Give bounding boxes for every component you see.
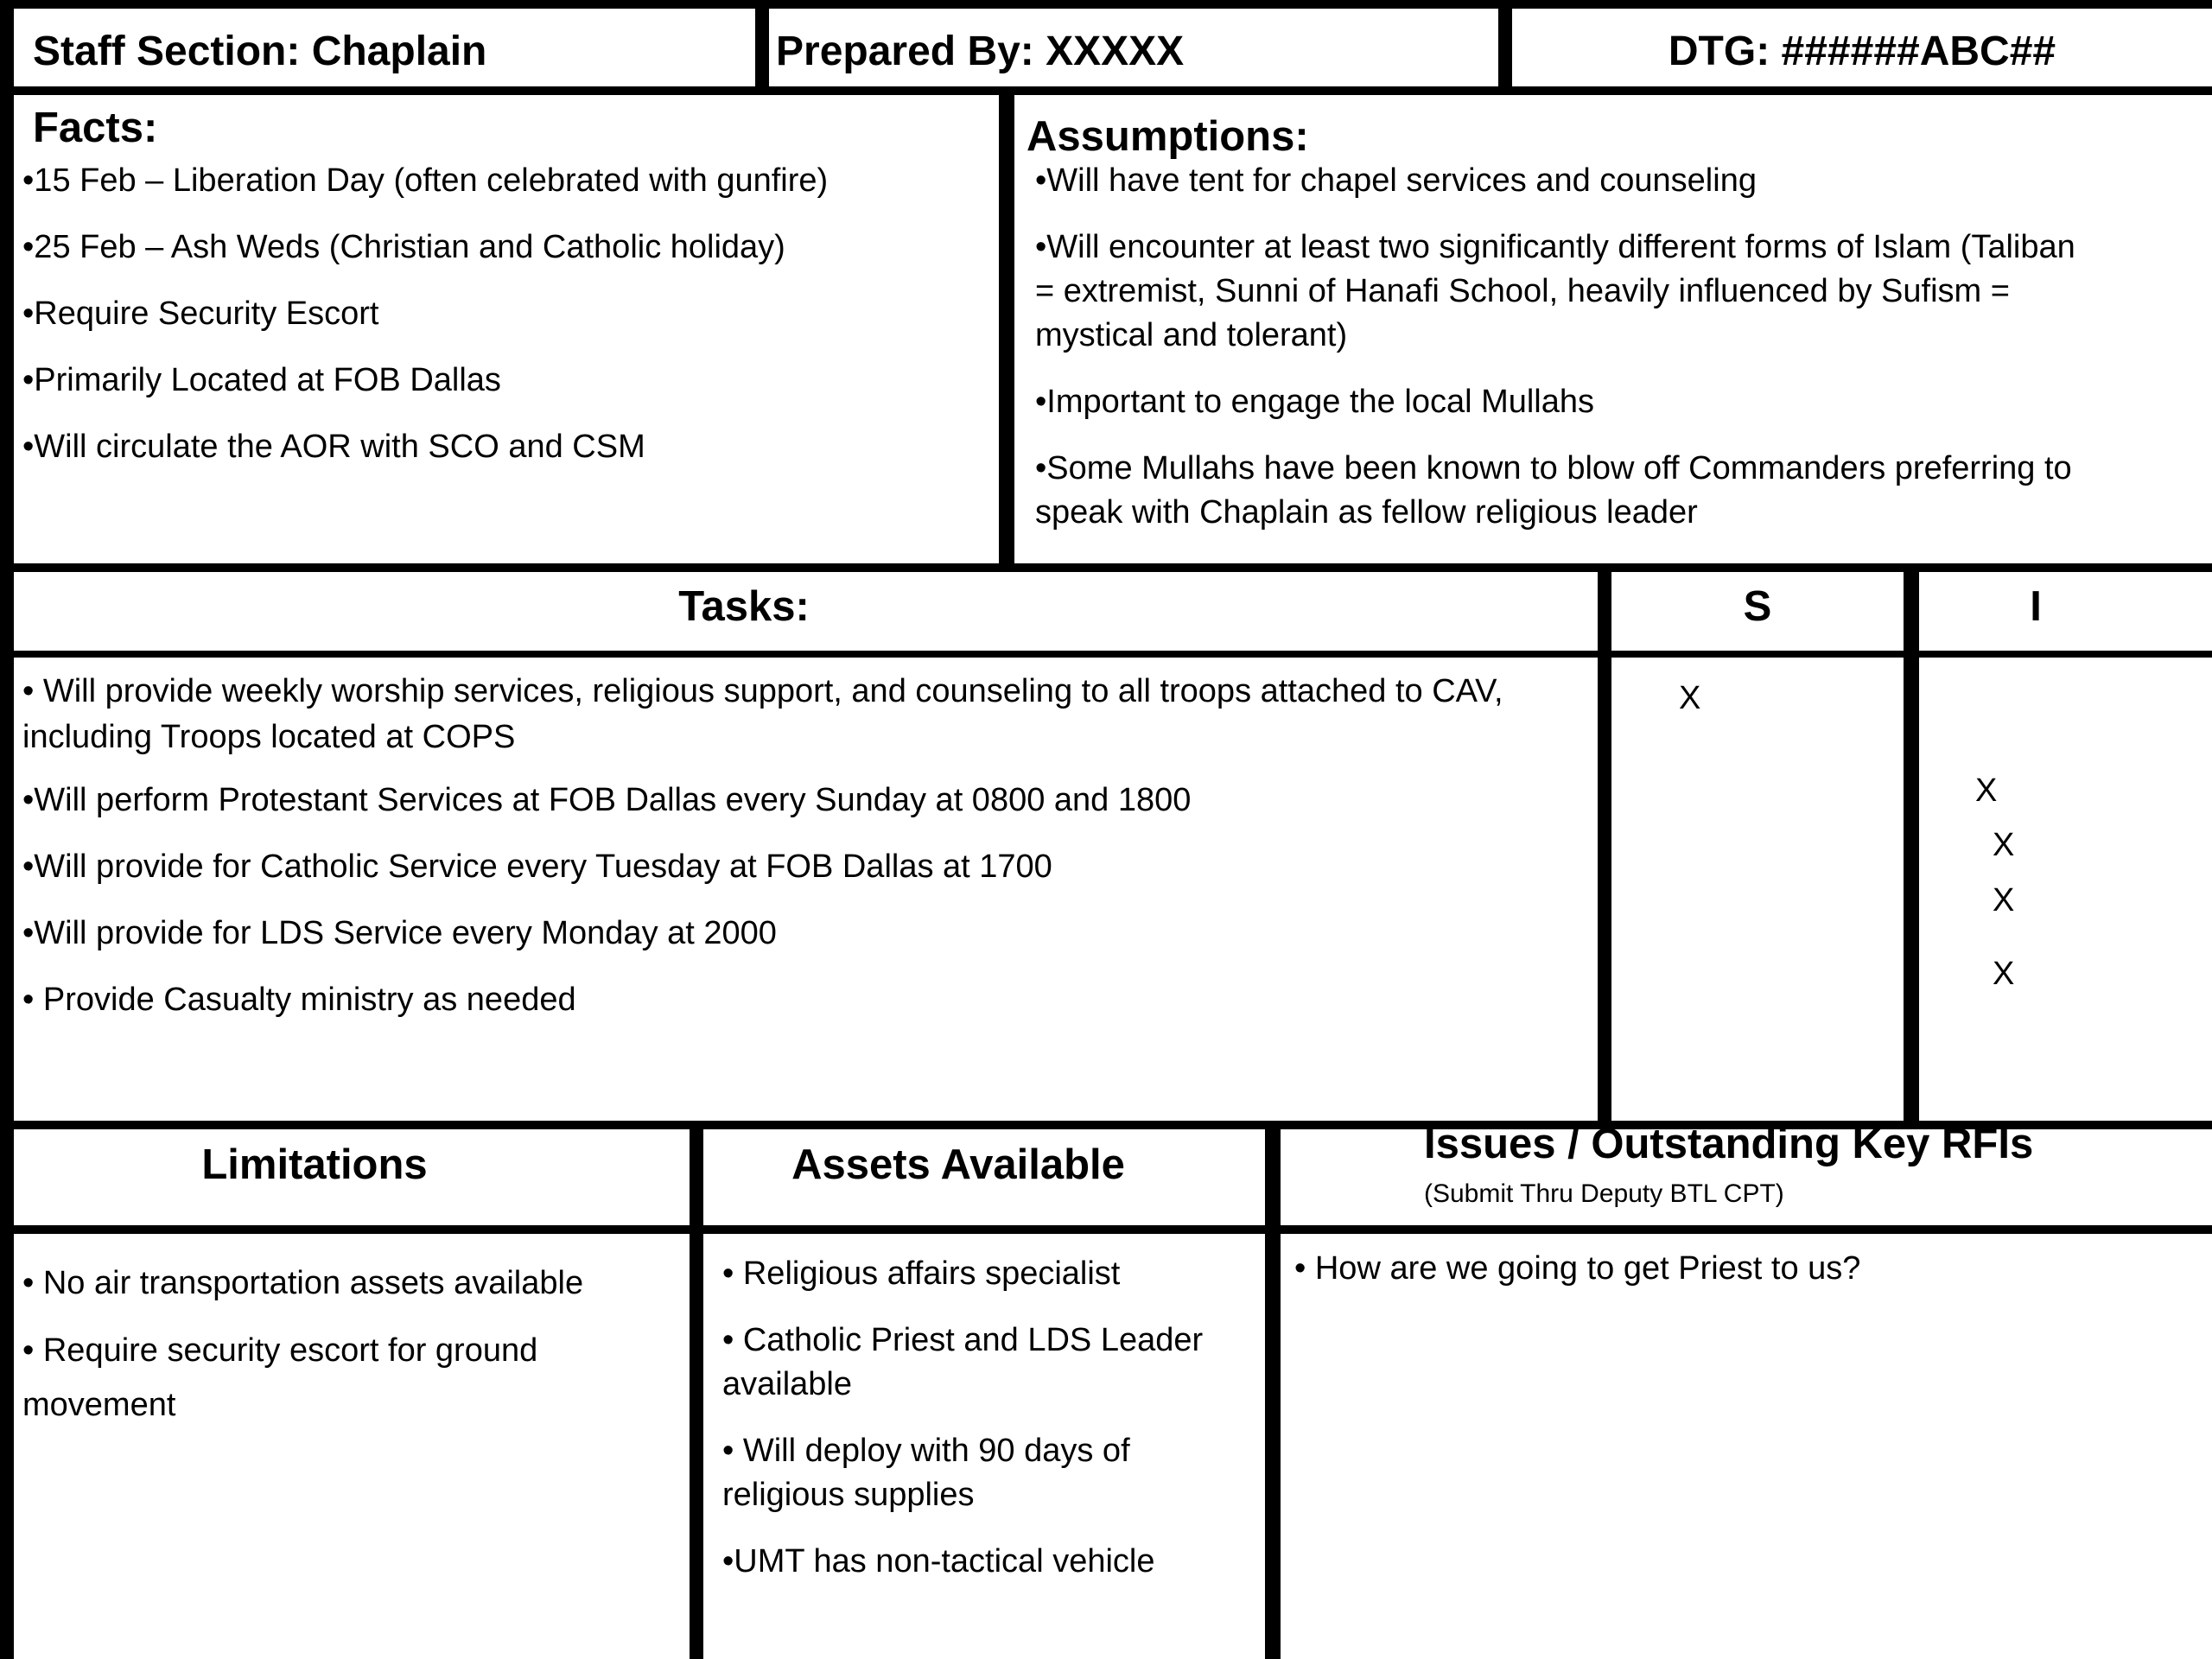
s-i-divider (1904, 568, 1919, 1125)
tasks-item (22, 845, 1503, 889)
tasks-item (22, 667, 1503, 760)
header-bottom-rule (0, 86, 2212, 95)
top-border (0, 0, 2212, 9)
assumptions-line: = extremist, Sunni of Hanafi School, heavily influenced by Sufism = (1035, 273, 2010, 309)
tasks-column-i: I (2030, 583, 2042, 630)
assets-line: religious supplies (722, 1477, 975, 1513)
assumptions-title: Assumptions: (1027, 113, 1309, 160)
i-mark: X (1975, 772, 1998, 809)
left-border (0, 0, 14, 1659)
facts-bottom-rule (0, 563, 2212, 572)
facts-title: Facts: (33, 105, 158, 151)
assets-item (722, 1540, 1203, 1584)
i-mark: X (1993, 956, 2015, 992)
assets-list (722, 1252, 1203, 1606)
tasks-item (22, 912, 1503, 956)
tasks-column-s: S (1743, 583, 1772, 630)
tasks-line: • Provide Casualty ministry as needed (22, 982, 576, 1018)
tasks-line: •Will perform Protestant Services at FOB Dallas every Sunday at 0800 and 1800 (22, 782, 1192, 818)
limitations-line: • No air transportation assets available (22, 1265, 584, 1301)
assets-item (722, 1429, 1203, 1517)
facts-item: •Require Security Escort (22, 296, 379, 332)
facts-item: •15 Feb – Liberation Day (often celebrated with gunfire) (22, 162, 829, 199)
limitations-list (22, 1262, 583, 1452)
assets-title: Assets Available (791, 1141, 1125, 1188)
assets-line: •UMT has non-tactical vehicle (722, 1543, 1155, 1580)
limitations-line: • Require security escort for ground (22, 1332, 538, 1369)
assets-line: • Catholic Priest and LDS Leader (722, 1322, 1204, 1358)
tasks-item (22, 779, 1503, 823)
assumptions-item (1035, 380, 2075, 424)
facts-item: •Primarily Located at FOB Dallas (22, 362, 501, 398)
assumptions-line: mystical and tolerant) (1035, 317, 1348, 353)
tasks-item (22, 978, 1503, 1022)
tasks-header-rule (0, 651, 2212, 658)
header-divider-1 (755, 0, 769, 91)
limitations-item (22, 1321, 583, 1430)
assets-line: • Religious affairs specialist (722, 1255, 1121, 1292)
dtg-label: DTG: ######ABC## (1668, 29, 2056, 74)
i-mark: X (1993, 882, 2015, 918)
assets-issues-divider (1265, 1125, 1281, 1659)
assumptions-item (1035, 226, 2075, 358)
facts-assumptions-divider (999, 91, 1014, 568)
assumptions-line: •Will have tent for chapel services and counseling (1035, 162, 1757, 199)
tasks-list (22, 667, 1503, 1045)
issues-subtitle: (Submit Thru Deputy BTL CPT) (1424, 1179, 1784, 1208)
assets-line: available (722, 1366, 852, 1402)
assumptions-line: speak with Chaplain as fellow religious leader (1035, 494, 1698, 531)
tasks-s-divider (1598, 568, 1611, 1125)
limitations-line: movement (22, 1387, 176, 1423)
issues-title: Issues / Outstanding Key RFIs (1424, 1121, 2034, 1167)
assumptions-line: •Some Mullahs have been known to blow off Commanders preferring to (1035, 450, 2072, 486)
issues-list (1294, 1247, 1860, 1313)
issues-line: • How are we going to get Priest to us? (1294, 1250, 1861, 1287)
prepared-by-label: Prepared By: XXXXX (776, 29, 1185, 74)
staff-section-label: Staff Section: Chaplain (33, 29, 487, 74)
assumptions-list (1035, 159, 2075, 557)
limitations-item (22, 1262, 583, 1306)
tasks-line: including Troops located at COPS (22, 719, 516, 755)
assets-item (722, 1252, 1203, 1296)
issues-item (1294, 1247, 1860, 1291)
tasks-line: • Will provide weekly worship services, religious support, and counseling to all troops attached to CAV, (22, 673, 1503, 709)
i-mark: X (1993, 827, 2015, 863)
assumptions-item (1035, 159, 2075, 203)
facts-item: •Will circulate the AOR with SCO and CSM (22, 429, 645, 465)
facts-item: •25 Feb – Ash Weds (Christian and Catholic holiday) (22, 229, 785, 265)
assets-line: • Will deploy with 90 days of (722, 1433, 1130, 1469)
tasks-line: •Will provide for LDS Service every Monday at 2000 (22, 915, 777, 951)
limitations-title: Limitations (201, 1141, 428, 1188)
assets-item (722, 1319, 1203, 1407)
bottom-header-rule (0, 1225, 2212, 1234)
assumptions-line: •Will encounter at least two significantly different forms of Islam (Taliban (1035, 229, 2075, 265)
assumptions-line: •Important to engage the local Mullahs (1035, 384, 1595, 420)
header-divider-2 (1498, 0, 1512, 91)
limitations-assets-divider (690, 1125, 703, 1659)
tasks-line: •Will provide for Catholic Service every Tuesday at FOB Dallas at 1700 (22, 849, 1052, 885)
tasks-title: Tasks: (678, 583, 810, 630)
facts-list (22, 159, 828, 492)
s-mark: X (1679, 680, 1701, 716)
assumptions-item (1035, 447, 2075, 535)
